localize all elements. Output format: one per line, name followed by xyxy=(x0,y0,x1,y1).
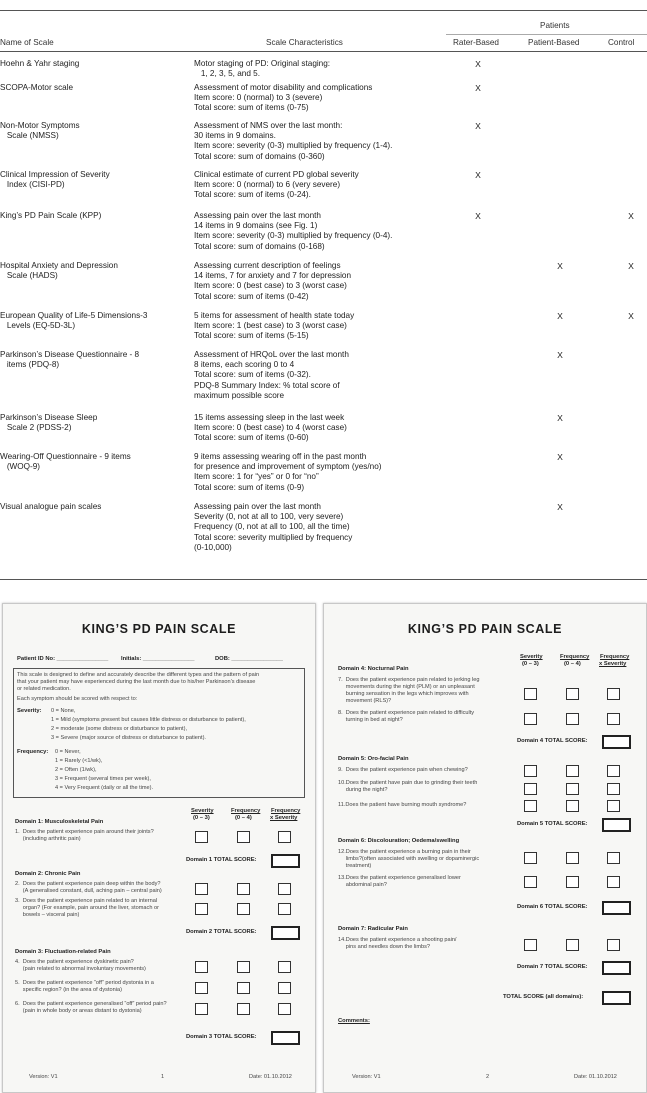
version-label: Version: V1 xyxy=(29,1074,58,1080)
patient-mark: X xyxy=(557,452,563,462)
col-header-rater: Rater-Based xyxy=(453,38,499,47)
page-number: 1 xyxy=(161,1074,165,1080)
q11-frequency-box[interactable] xyxy=(566,800,579,812)
q14-severity-box[interactable] xyxy=(524,939,537,951)
col-frequency-header: Frequency xyxy=(560,654,590,660)
scale-name: European Quality of Life-5 Dimensions-3 xyxy=(0,311,148,320)
q12-severity-box[interactable] xyxy=(524,852,537,864)
frequency-item-4: 4 = Very Frequent (daily or all the time). xyxy=(55,785,154,791)
q3-product-box[interactable] xyxy=(278,903,291,915)
q6-severity-box[interactable] xyxy=(195,1003,208,1015)
domain-3-heading: Domain 3: Fluctuation-related Pain xyxy=(15,949,111,955)
domain-4-heading: Domain 4: Nocturnal Pain xyxy=(338,666,409,672)
q5-frequency-box[interactable] xyxy=(237,982,250,994)
scale-characteristic: maximum possible score xyxy=(194,390,285,400)
q10-text-2: during the night? xyxy=(338,787,388,793)
patient-mark: X xyxy=(557,413,563,423)
col-severity-header: Severity xyxy=(520,654,543,660)
domain-5-total-box[interactable] xyxy=(602,818,631,832)
control-mark: X xyxy=(628,311,634,321)
q5-text-2: specific region? (in the area of dystonia) xyxy=(15,987,122,993)
q6-product-box[interactable] xyxy=(278,1003,291,1015)
q1-frequency-box[interactable] xyxy=(237,831,250,843)
q2-frequency-box[interactable] xyxy=(237,883,250,895)
q5-severity-box[interactable] xyxy=(195,982,208,994)
q13-severity-box[interactable] xyxy=(524,876,537,888)
scale-characteristic: Assessment of motor disability and complications xyxy=(194,83,373,92)
q6-frequency-box[interactable] xyxy=(237,1003,250,1015)
col-header-characteristics: Scale Characteristics xyxy=(266,38,343,47)
control-mark: X xyxy=(628,261,634,271)
domain-2-total-box[interactable] xyxy=(271,926,300,940)
scale-name: King’s PD Pain Scale (KPP) xyxy=(0,211,102,220)
domain-5-total-label: Domain 5 TOTAL SCORE: xyxy=(517,821,588,827)
q10-severity-box[interactable] xyxy=(524,783,537,795)
scale-characteristic: 14 items, 7 for anxiety and 7 for depression xyxy=(194,271,352,281)
control-mark: X xyxy=(628,211,634,221)
form-title: KING’S PD PAIN SCALE xyxy=(81,622,237,636)
q13-text-1: 13.Does the patient experience generalised lower xyxy=(338,875,461,881)
q3-text-1: 3. Does the patient experience pain related to an internal xyxy=(15,898,158,904)
header-bottom-rule xyxy=(0,51,647,52)
patient-mark: X xyxy=(557,502,563,512)
q6-text-1: 6. Does the patient experience generalised “off” period pain? xyxy=(15,1001,167,1007)
q3-frequency-box[interactable] xyxy=(237,903,250,915)
q7-product-box[interactable] xyxy=(607,688,620,700)
frequency-item-1: 1 = Rarely (<1/wk), xyxy=(55,758,103,764)
q7-frequency-box[interactable] xyxy=(566,688,579,700)
scale-name: Levels (EQ-5D-3L) xyxy=(0,321,76,331)
q14-text-1: 14.Does the patient experience a shooting pain/ xyxy=(338,937,457,943)
q10-product-box[interactable] xyxy=(607,783,620,795)
domain-3-total-box[interactable] xyxy=(271,1031,300,1045)
scale-characteristic: 30 items in 9 domains. xyxy=(194,131,276,141)
scale-characteristic: for presence and improvement of symptom (yes/no) xyxy=(194,462,382,472)
scale-name: Clinical Impression of Severity xyxy=(0,170,110,179)
scale-name: Scale (HADS) xyxy=(0,271,58,281)
q9-severity-box[interactable] xyxy=(524,765,537,777)
scale-characteristic: Total score: sum of items (0-60) xyxy=(194,433,309,443)
q4-text-1: 4. Does the patient experience dyskinetic pain? xyxy=(15,959,134,965)
scale-name: items (PDQ-8) xyxy=(0,360,60,370)
q7-text-2: movements during the night (PLM) or an unpleasant xyxy=(338,684,475,690)
severity-item-0: 0 = None, xyxy=(51,708,76,714)
q9-text-1: 9. Does the patient experience pain when chewing? xyxy=(338,767,468,773)
domain-6-heading: Domain 6: Discolouration; Oedema/swelling xyxy=(338,838,460,844)
q12-frequency-box[interactable] xyxy=(566,852,579,864)
q8-frequency-box[interactable] xyxy=(566,713,579,725)
rater-mark: X xyxy=(475,170,481,180)
q13-frequency-box[interactable] xyxy=(566,876,579,888)
frequency-label: Frequency: xyxy=(17,749,49,755)
col-product-sub: x Severity xyxy=(270,815,298,821)
q2-text-1: 2. Does the patient experience pain deep within the body? xyxy=(15,881,161,887)
col-frequency-range: (0 – 4) xyxy=(235,815,252,821)
table-bottom-rule xyxy=(0,579,647,580)
q12-text-2: limbs?(often associated with swelling or dopaminergic xyxy=(338,856,480,862)
scale-characteristic: Assessment of NMS over the last month: xyxy=(194,121,343,130)
q5-product-box[interactable] xyxy=(278,982,291,994)
q7-text-3: burning sensation in the legs which improves with xyxy=(338,691,469,697)
q8-severity-box[interactable] xyxy=(524,713,537,725)
col-header-control: Control xyxy=(608,38,635,47)
col-frequency-header: Frequency xyxy=(231,808,261,814)
col-severity-range: (0 – 3) xyxy=(193,815,210,821)
frequency-item-3: 3 = Frequent (several times per week), xyxy=(55,776,151,782)
domain-4-total-box[interactable] xyxy=(602,735,631,749)
rater-mark: X xyxy=(475,83,481,93)
domain-7-heading: Domain 7: Radicular Pain xyxy=(338,926,408,932)
q10-text-1: 10.Does the patient have pain due to grinding their teeth xyxy=(338,780,478,786)
q1-severity-box[interactable] xyxy=(195,831,208,843)
scale-characteristic: 9 items assessing wearing off in the past month xyxy=(194,452,367,461)
scale-characteristic: Motor staging of PD: Original staging: xyxy=(194,59,331,68)
q3-text-2: organ? (For example, pain around the liver, stomach or xyxy=(15,905,159,911)
q13-text-2: abdominal pain? xyxy=(338,882,387,888)
scale-name: SCOPA-Motor scale xyxy=(0,83,74,92)
q1-text-2: (including arthritic pain) xyxy=(15,836,81,842)
q9-product-box[interactable] xyxy=(607,765,620,777)
domain-7-total-box[interactable] xyxy=(602,961,631,975)
domain-2-heading: Domain 2: Chronic Pain xyxy=(15,871,81,877)
instructions-line-3: or related medication. xyxy=(17,686,71,692)
patient-id-label: Patient ID No: ________________ xyxy=(17,656,109,662)
scale-characteristic: Item score: 1 (best case) to 3 (worst case) xyxy=(194,321,347,331)
q11-product-box[interactable] xyxy=(607,800,620,812)
severity-label: Severity: xyxy=(17,708,42,714)
col-severity-header: Severity xyxy=(191,808,214,814)
scale-characteristic: Assessing pain over the last month xyxy=(194,502,321,511)
scale-characteristic: Clinical estimate of current PD global severity xyxy=(194,170,359,179)
q14-product-box[interactable] xyxy=(607,939,620,951)
q4-severity-box[interactable] xyxy=(195,961,208,973)
severity-item-2: 2 = moderate (some distress or disturbance to patient), xyxy=(51,726,188,732)
domain-6-total-box[interactable] xyxy=(602,901,631,915)
scale-name: Parkinson’s Disease Sleep xyxy=(0,413,98,422)
q7-severity-box[interactable] xyxy=(524,688,537,700)
scale-name: Scale (NMSS) xyxy=(0,131,59,141)
frequency-item-0: 0 = Never, xyxy=(55,749,81,755)
total-all-domains-box[interactable] xyxy=(602,991,631,1005)
q5-text-1: 5. Does the patient experience “off” period dystonia in a xyxy=(15,980,154,986)
initials-label: Initials: ________________ xyxy=(121,656,195,662)
scale-characteristic: 5 items for assessment of health state today xyxy=(194,311,355,320)
scale-characteristic: Total score: sum of domains (0-360) xyxy=(194,151,325,161)
q4-text-2: (pain related to abnormal involuntary movements) xyxy=(15,966,146,972)
scale-characteristic: Total score: sum of items (0-42) xyxy=(194,291,309,301)
q3-text-3: bowels – visceral pain) xyxy=(15,912,80,918)
q1-product-box[interactable] xyxy=(278,831,291,843)
comments-label: Comments: xyxy=(338,1018,370,1024)
scale-characteristic: 15 items assessing sleep in the last week xyxy=(194,413,345,422)
q1-text-1: 1. Does the patient experience pain around their joints? xyxy=(15,829,154,835)
patients-group-rule xyxy=(446,34,647,35)
col-product-header: Frequency xyxy=(271,808,301,814)
instructions-line-2: that your patient may have experienced during the last month due to his/her Parkinson’s disease xyxy=(17,679,256,685)
scale-characteristic: PDQ-8 Summary Index: % total score of xyxy=(194,380,340,390)
scale-characteristic: Item score: 0 (best case) to 3 (worst case) xyxy=(194,281,347,291)
q9-frequency-box[interactable] xyxy=(566,765,579,777)
domain-1-heading: Domain 1: Musculoskeletal Pain xyxy=(15,819,104,825)
scale-characteristic: Item score: severity (0-3) multiplied by frequency (0-4). xyxy=(194,231,393,241)
q14-frequency-box[interactable] xyxy=(566,939,579,951)
domain-1-total-box[interactable] xyxy=(271,854,300,868)
form-title: KING’S PD PAIN SCALE xyxy=(407,622,563,636)
table-top-rule xyxy=(0,10,647,11)
q4-frequency-box[interactable] xyxy=(237,961,250,973)
scale-characteristic: (0-10,000) xyxy=(194,542,232,552)
scale-name: (WOQ-9) xyxy=(0,462,41,472)
col-header-patient: Patient-Based xyxy=(528,38,580,47)
q7-text-1: 7. Does the patient experience pain related to jerking leg xyxy=(338,677,480,683)
scale-name: Parkinson’s Disease Questionnaire - 8 xyxy=(0,350,140,359)
rater-mark: X xyxy=(475,59,481,69)
scale-name: Hoehn & Yahr staging xyxy=(0,59,80,68)
date-label: Date: 01.10.2012 xyxy=(249,1074,292,1080)
q8-text-1: 8. Does the patient experience pain related to difficulty xyxy=(338,710,475,716)
domain-1-total-label: Domain 1 TOTAL SCORE: xyxy=(186,857,257,863)
scale-name: Visual analogue pain scales xyxy=(0,502,102,511)
domain-4-total-label: Domain 4 TOTAL SCORE: xyxy=(517,738,588,744)
q7-text-4: movement (RLS)? xyxy=(338,698,392,704)
scale-characteristic: Total score: sum of items (0-24). xyxy=(194,190,311,200)
col-severity-range: (0 – 3) xyxy=(522,661,539,667)
scale-characteristic: Assessing pain over the last month xyxy=(194,211,321,220)
scale-characteristic: Item score: 0 (normal) to 6 (very severe) xyxy=(194,180,341,190)
patient-mark: X xyxy=(557,350,563,360)
col-product-header: Frequency xyxy=(600,654,630,660)
domain-2-total-label: Domain 2 TOTAL SCORE: xyxy=(186,929,257,935)
scale-characteristic: Total score: sum of items (0-9) xyxy=(194,482,305,492)
kpp-form-page-1 xyxy=(2,603,316,1093)
severity-item-1: 1 = Mild (symptoms present but causes little distress or disturbance to patient), xyxy=(51,717,246,723)
q3-severity-box[interactable] xyxy=(195,903,208,915)
scale-name: Scale 2 (PDSS-2) xyxy=(0,423,72,433)
scale-characteristic: Item score: 1 for “yes” or 0 for “no” xyxy=(194,472,319,482)
scale-characteristic: Assessment of HRQoL over the last month xyxy=(194,350,349,359)
scale-characteristic: 1, 2, 3, 5, and 5. xyxy=(194,69,260,79)
severity-item-3: 3 = Severe (major source of distress or disturbance to patient). xyxy=(51,735,206,741)
scale-characteristic: Severity (0, not at all to 100, very severe) xyxy=(194,512,344,522)
patient-mark: X xyxy=(557,311,563,321)
page-number: 2 xyxy=(486,1074,490,1080)
scale-characteristic: Total score: sum of items (0-32). xyxy=(194,370,311,380)
q14-text-2: pins and needles down the limbs? xyxy=(338,944,431,950)
patient-mark: X xyxy=(557,261,563,271)
scale-characteristic: Total score: sum of items (0-75) xyxy=(194,103,309,113)
scale-characteristic: Item score: severity (0-3) multiplied by frequency (1-4). xyxy=(194,141,393,151)
scale-characteristic: Assessing current description of feelings xyxy=(194,261,341,270)
q12-text-1: 12.Does the patient experience a burning pain in their xyxy=(338,849,471,855)
scale-characteristic: 8 items, each scoring 0 to 4 xyxy=(194,360,295,370)
q8-text-2: turning in bed at night? xyxy=(338,717,403,723)
version-label: Version: V1 xyxy=(352,1074,381,1080)
col-header-name: Name of Scale xyxy=(0,38,54,47)
q12-text-3: treatment) xyxy=(338,863,372,869)
patients-group-header: Patients xyxy=(540,21,570,30)
q11-text-1: 11.Does the patient have burning mouth syndrome? xyxy=(338,802,467,808)
kpp-form-page-2 xyxy=(323,603,647,1093)
scale-characteristic: Total score: sum of items (5-15) xyxy=(194,331,309,341)
q2-product-box[interactable] xyxy=(278,883,291,895)
scale-characteristic: Total score: severity multiplied by frequency xyxy=(194,532,353,542)
domain-3-total-label: Domain 3 TOTAL SCORE: xyxy=(186,1034,257,1040)
domain-5-heading: Domain 5: Oro-facial Pain xyxy=(338,756,409,762)
scale-characteristic: Item score: 0 (best case) to 4 (worst case) xyxy=(194,423,347,433)
date-label: Date: 01.10.2012 xyxy=(574,1074,617,1080)
domain-7-total-label: Domain 7 TOTAL SCORE: xyxy=(517,964,588,970)
dob-label: DOB: ________________ xyxy=(215,656,284,662)
col-product-sub: x Severity xyxy=(599,661,627,667)
rater-mark: X xyxy=(475,211,481,221)
scale-characteristic: Frequency (0, not at all to 100, all the time) xyxy=(194,522,350,532)
scale-name: Wearing-Off Questionnaire - 9 items xyxy=(0,452,131,461)
instructions-line-1: This scale is designed to define and accurately describe the different types and the pattern of pain xyxy=(17,672,260,678)
q2-severity-box[interactable] xyxy=(195,883,208,895)
q6-text-2: (pain in whole body or areas distant to dystonia) xyxy=(15,1008,142,1014)
q10-frequency-box[interactable] xyxy=(566,783,579,795)
col-frequency-range: (0 – 4) xyxy=(564,661,581,667)
rater-mark: X xyxy=(475,121,481,131)
domain-6-total-label: Domain 6 TOTAL SCORE: xyxy=(517,904,588,910)
scale-name: Hospital Anxiety and Depression xyxy=(0,261,118,270)
scale-name: Non-Motor Symptoms xyxy=(0,121,80,130)
scale-name: Index (CISI-PD) xyxy=(0,180,65,190)
q11-severity-box[interactable] xyxy=(524,800,537,812)
instructions-line-4: Each symptom should be scored with respect to: xyxy=(17,696,138,702)
q2-text-2: (A generalised constant, dull, aching pain – central pain) xyxy=(15,888,162,894)
q4-product-box[interactable] xyxy=(278,961,291,973)
q12-product-box[interactable] xyxy=(607,852,620,864)
frequency-item-2: 2 = Often (1/wk), xyxy=(55,767,97,773)
q13-product-box[interactable] xyxy=(607,876,620,888)
scale-characteristic: Item score: 0 (normal) to 3 (severe) xyxy=(194,93,323,103)
scale-characteristic: Total score: sum of domains (0-168) xyxy=(194,241,325,251)
total-all-domains-label: TOTAL SCORE (all domains): xyxy=(503,994,584,1000)
q8-product-box[interactable] xyxy=(607,713,620,725)
scale-characteristic: 14 items in 9 domains (see Fig. 1) xyxy=(194,221,318,231)
